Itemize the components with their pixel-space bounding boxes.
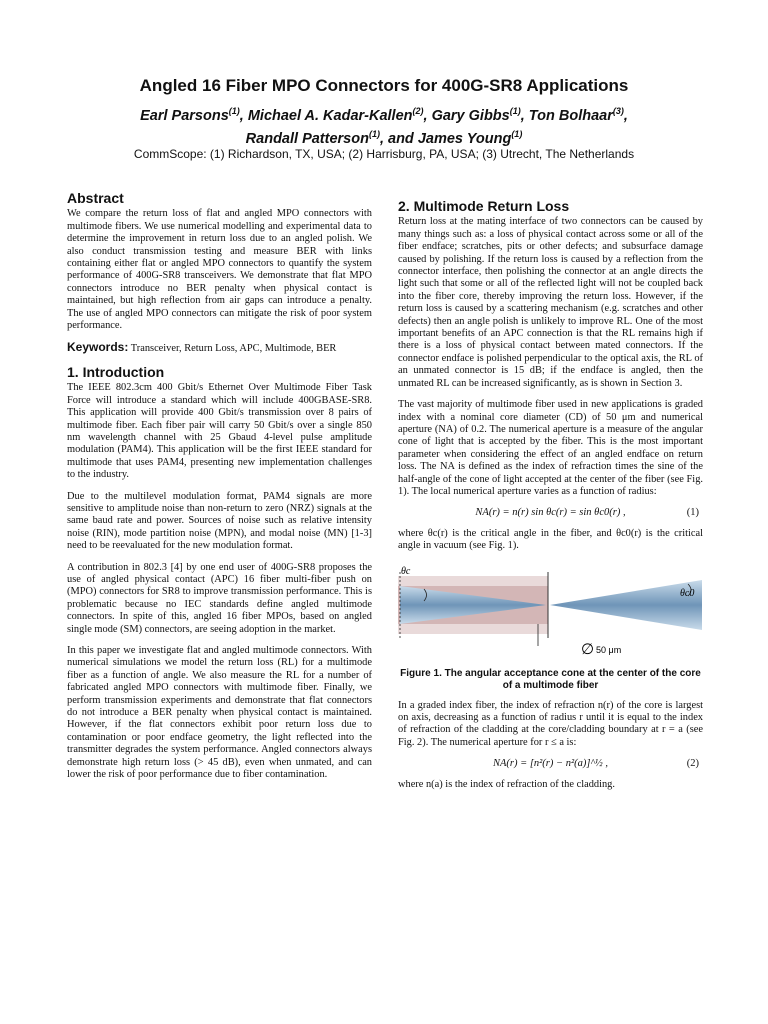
- keywords: [67, 341, 372, 355]
- diameter-symbol: ∅: [581, 640, 595, 658]
- equation-2-number: (2): [686, 758, 699, 770]
- author-name: Earl Parsons: [140, 107, 229, 124]
- intro-paragraph-3: A contribution in 802.3 [4] by one end user of 400G-SR8 proposes the use of angled physical contact (APC) 16 fiber multi-fiber push on (MPO) connectors for SR8 to improve transmission performance. This is problematic because no IEC standards define angled multimode connectors. In spite of this, angled 16 fiber MPOs, based on angled single mode (SM) connectors, are seeing adoption in the market.: [67, 561, 372, 635]
- equation-1-body: NA(r) = n(r) sin θc(r) = sin θc0(r) ,: [475, 507, 626, 519]
- author-name: Randall Patterson: [245, 130, 369, 147]
- section2-paragraph-1: Return loss at the mating interface of two connectors can be caused by many things such as: a loss of physical contact across some or all of the fiber endface; scratches, pits or other defects; and subsurface damage caused by polishing. If the return loss is caused by a reflection from the connector interface, then polishing the connector at an angle directs the light such that some or all of the reflected light will not be coupled back into the fiber core, thereby improving the return loss. However, if the return loss is caused by a scattering mechanism (e.g. scratches and other defects) then an angle polish is unlikely to improve RL. One of the most important benefits of an APC connection is that the RL remains high if there is a loss of physical contact between mated connectors. If the connector endface is polished perpendicular to the optical axis, the RL of an unmated connector is 15 dB; if the endface is angled, then the unmated RL can be increased significantly, as is shown in Section 3.: [398, 216, 703, 389]
- author-name: Gary Gibbs: [431, 107, 510, 124]
- author-name: James Young: [417, 130, 512, 147]
- author-name: Ton Bolhaar: [528, 107, 613, 124]
- author-name: Michael A. Kadar-Kallen: [247, 107, 413, 124]
- intro-heading: 1. Introduction: [67, 363, 165, 380]
- keywords-label: Keywords:: [67, 340, 129, 355]
- equation-1-number: (1): [686, 507, 699, 519]
- affiliation: CommScope: (1) Richardson, TX, USA; (2) Harrisburg, PA, USA; (3) Utrecht, The Netherlands: [133, 147, 635, 161]
- author-list: [0, 102, 768, 148]
- left-column: [67, 192, 372, 790]
- author-affiliation-marker: (1): [368, 128, 380, 139]
- equation-2: [398, 758, 703, 770]
- section2-paragraph-4: In a graded index fiber, the index of refraction n(r) of the core is largest on axis, decreasing as a function of radius r until it is equal to the index of refraction of the cladding at the core/cladding boundary at r = a (see Fig. 2). The numerical aperture for r ≤ a is:: [398, 699, 703, 748]
- author-affiliation-marker: (2): [412, 106, 424, 116]
- author-line-1: [0, 102, 768, 125]
- intro-paragraph-2: Due to the multilevel modulation format, PAM4 signals are more sensitive to amplitude noise than non-return to zero (NRZ) signals at the same baud rate and power. Sources of noise such as relative intensity noise (RIN), mode partition noise (MPN), and modal noise (MN) [1-3] need to be reevaluated for the new modulation format.: [67, 490, 372, 552]
- section2-paragraph-2: The vast majority of multimode fiber used in new applications is graded index with a nominal core diameter (CD) of 50 μm and numerical aperture (NA) of 0.2. The numerical aperture is a measure of the angular cone of light that is accepted by the fiber. This is the most important parameter when considering the effect of an angled endface on return loss. The NA is defined as the index of refraction times the sine of the half-angle of the cone of light accepted at the center of the fiber (see Fig. 1). The local numerical aperture varies as a function of radius:: [398, 399, 703, 497]
- author-line-2: [0, 125, 768, 148]
- theta-c-label: θc: [401, 565, 411, 577]
- figure-1: [398, 562, 703, 662]
- author-separator: ,: [623, 107, 628, 124]
- diameter-label: 50 μm: [596, 644, 622, 655]
- author-separator: ,: [239, 107, 248, 124]
- theta-c0-label: θc0: [680, 587, 695, 599]
- author-separator: ,: [520, 107, 529, 124]
- intro-paragraph-1: The IEEE 802.3cm 400 Gbit/s Ethernet Over Multimode Fiber Task Force will introduce a standard which will include 400GBASE-SR8. This application will provide 400 Gbit/s transmission over 8 pairs of multimode fiber. Each fiber pair will carry 50 Gbit/s over a single 850 nm wavelength channel with 25 Gbaud 4-level pulse amplitude modulation (PAM4). This application will be the first IEEE standard for multimode that uses PAM4, presenting new implementation challenges to the industry.: [67, 382, 372, 481]
- keywords-text: Transceiver, Return Loss, APC, Multimode, BER: [130, 343, 337, 355]
- author-affiliation-marker: (1): [511, 128, 523, 139]
- author-affiliation-marker: (1): [228, 106, 240, 116]
- equation-1: [398, 507, 703, 519]
- figure-1-caption: Figure 1. The angular acceptance cone at the center of the core of a multimode fiber: [400, 667, 701, 691]
- section2-paragraph-3: where θc(r) is the critical angle in the fiber, and θc0(r) is the critical angle in vacuum (see Fig. 1).: [398, 527, 703, 552]
- author-affiliation-marker: (3): [612, 106, 624, 116]
- section2-paragraph-5: where n(a) is the index of refraction of the cladding.: [398, 778, 615, 790]
- right-column: [398, 200, 703, 800]
- intro-paragraph-4: In this paper we investigate flat and angled multimode connectors. With numerical simulations we model the return loss (RL) for a multimode fiber as a function of angle. We also measure the RL for a number of fabricated angled MPO connectors with multimode fiber. Finally, we perform transmission experiments and demonstrate that flat connectors do not introduce a BER penalty when physical contact is maintained. However, if the flat connectors exhibit poor return loss due to contamination or poor endface geometry, the light reflected into the transmitter degrades the system performance. Angled connectors always demonstrate high return loss (> 45 dB), even when unmated, and can lower the risk of poor performance due to fiber contamination.: [67, 645, 372, 781]
- author-separator: ,: [423, 107, 432, 124]
- abstract-text: We compare the return loss of flat and angled MPO connectors with multimode fibers. We use numerical modelling and experimental data to determine the improvement in return loss due to an angled polish. We also conduct transmission testing and measure BER with links containing either flat or angled MPO connectors to quantify the system performance of 400G-SR8 transceivers. We demonstrate that flat MPO connectors introduce no BER penalty when physical contact is maintained, but high reflection from air gaps can introduce a penalty. The use of angled MPO connectors can mitigate the risk of poor system performance.: [67, 208, 372, 332]
- acceptance-cone-diagram: [398, 562, 703, 662]
- abstract-heading: Abstract: [67, 190, 124, 206]
- equation-2-body: NA(r) = [n²(r) − n²(a)]^½ ,: [492, 758, 608, 770]
- section2-heading: 2. Multimode Return Loss: [398, 198, 570, 214]
- paper-title: Angled 16 Fiber MPO Connectors for 400G-SR8 Applications: [139, 76, 629, 95]
- author-separator: , and: [379, 130, 418, 147]
- author-affiliation-marker: (1): [509, 106, 521, 116]
